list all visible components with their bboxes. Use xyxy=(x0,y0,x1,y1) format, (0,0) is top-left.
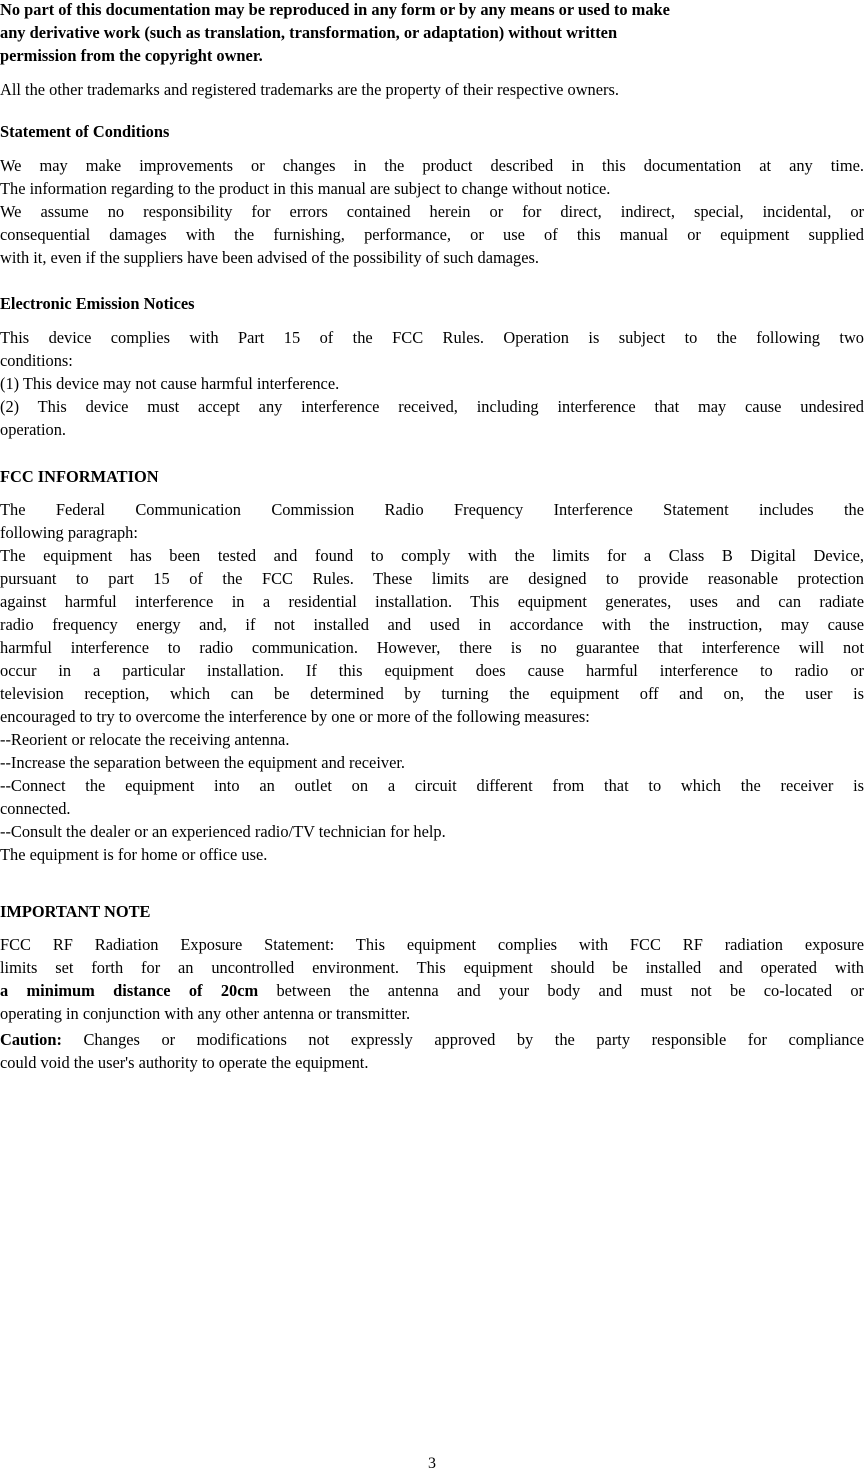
fcc-line: --Reorient or relocate the receiving antenna. xyxy=(0,730,290,749)
important-line: limits set forth for an uncontrolled environment. This equipment should be installed and operated with xyxy=(0,958,864,977)
trademark-notice: All the other trademarks and registered trademarks are the property of their respective owners. xyxy=(0,80,619,99)
important-line: FCC RF Radiation Exposure Statement: This equipment complies with FCC RF radiation exposure xyxy=(0,935,864,954)
emission-heading: Electronic Emission Notices xyxy=(0,294,195,313)
copyright-line-1: No part of this documentation may be reproduced in any form or by any means or used to make xyxy=(0,0,670,19)
page-number: 3 xyxy=(428,1455,436,1472)
emission-body xyxy=(0,326,864,441)
fcc-line: The equipment is for home or office use. xyxy=(0,845,268,864)
caution-line: could void the user's authority to operate the equipment. xyxy=(0,1053,369,1072)
caution-body xyxy=(0,1028,864,1074)
copyright-line-2: any derivative work (such as translation, transformation, or adaptation) without written xyxy=(0,23,618,42)
conditions-heading: Statement of Conditions xyxy=(0,122,170,141)
caution-line-rest: Changes or modifications not expressly approved by the party responsible for compliance xyxy=(61,1030,864,1049)
fcc-line: --Connect the equipment into an outlet on a circuit different from that to which the receiver is xyxy=(0,776,864,795)
emission-line: (1) This device may not cause harmful interference. xyxy=(0,374,340,393)
important-line xyxy=(0,979,864,1002)
important-heading: IMPORTANT NOTE xyxy=(0,902,151,921)
conditions-line: consequential damages with the furnishing, performance, or use of this manual or equipment supplied xyxy=(0,225,864,244)
fcc-line: following paragraph: xyxy=(0,523,138,542)
caution-line xyxy=(0,1028,864,1051)
caution-label: Caution: xyxy=(0,1030,62,1049)
conditions-line: We assume no responsibility for errors contained herein or for direct, indirect, special, incidental, or xyxy=(0,202,864,221)
fcc-line: harmful interference to radio communication. However, there is no guarantee that interference will not xyxy=(0,638,864,657)
important-line: operating in conjunction with any other antenna or transmitter. xyxy=(0,1004,411,1023)
emission-line: This device complies with Part 15 of the FCC Rules. Operation is subject to the following two xyxy=(0,328,864,347)
emission-line: (2) This device must accept any interference received, including interference that may cause undesired xyxy=(0,397,864,416)
copyright-line-3: permission from the copyright owner. xyxy=(0,46,263,65)
fcc-line: occur in a particular installation. If this equipment does cause harmful interference to radio or xyxy=(0,661,864,680)
conditions-line: with it, even if the suppliers have been advised of the possibility of such damages. xyxy=(0,248,539,267)
minimum-distance-emphasis: a minimum distance of 20cm xyxy=(0,981,259,1000)
important-line-rest: between the antenna and your body and must not be co-located or xyxy=(258,981,864,1000)
fcc-line: connected. xyxy=(0,799,71,818)
fcc-line: The equipment has been tested and found to comply with the limits for a Class B Digital Device, xyxy=(0,546,864,565)
fcc-line: against harmful interference in a residential installation. This equipment generates, uses and can radiate xyxy=(0,592,864,611)
copyright-notice xyxy=(0,0,864,67)
conditions-line: The information regarding to the product in this manual are subject to change without notice. xyxy=(0,179,611,198)
emission-line: conditions: xyxy=(0,351,73,370)
fcc-line: pursuant to part 15 of the FCC Rules. These limits are designed to provide reasonable protection xyxy=(0,569,864,588)
fcc-line: The Federal Communication Commission Radio Frequency Interference Statement includes the xyxy=(0,500,864,519)
conditions-body xyxy=(0,154,864,269)
fcc-line: radio frequency energy and, if not installed and used in accordance with the instruction, may cause xyxy=(0,615,864,634)
fcc-line: encouraged to try to overcome the interference by one or more of the following measures: xyxy=(0,707,590,726)
fcc-heading: FCC INFORMATION xyxy=(0,467,159,486)
fcc-line: television reception, which can be determined by turning the equipment off and on, the user is xyxy=(0,684,864,703)
emission-line: operation. xyxy=(0,420,66,439)
fcc-line: --Consult the dealer or an experienced radio/TV technician for help. xyxy=(0,822,446,841)
fcc-body xyxy=(0,498,864,866)
fcc-line: --Increase the separation between the equipment and receiver. xyxy=(0,753,406,772)
important-body xyxy=(0,933,864,1025)
conditions-line: We may make improvements or changes in the product described in this documentation at any time. xyxy=(0,156,864,175)
